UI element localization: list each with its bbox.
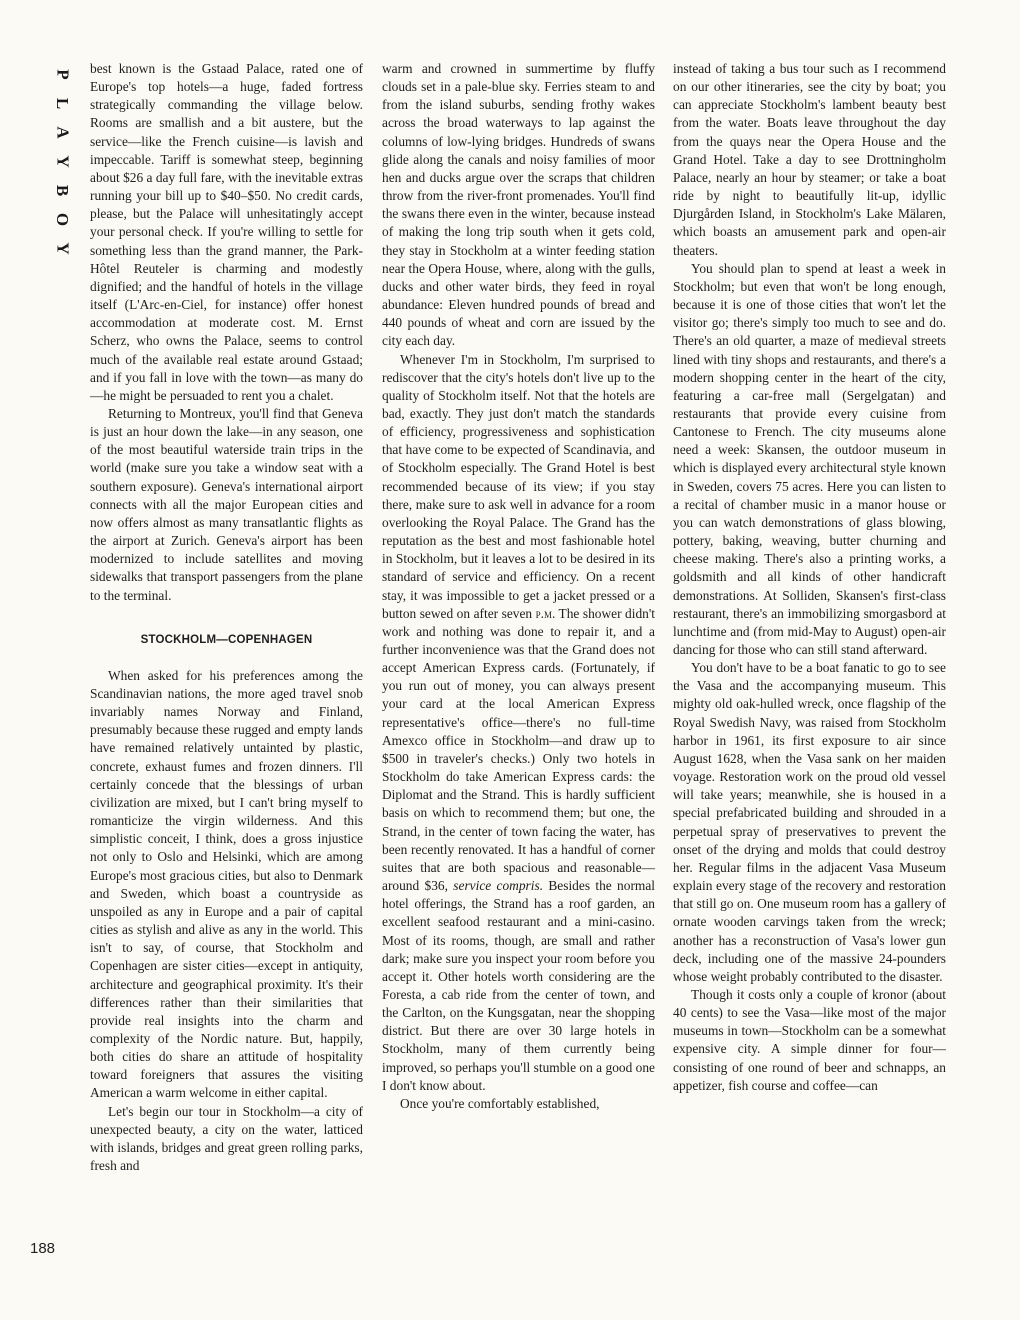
masthead-letter: Y: [53, 155, 73, 168]
text-run: Besides the normal hotel offerings, the Strand has a roof garden, an excellent seafood restaurant and a mini-casino. Most of its rooms, though, are small and rather dark; make sure you inspect your room before you accept it. Other hotels worth considering are the Foresta, a cab ride from the center of town, and the Carlton, on the Kungsgatan, near the shopping district. But there are over 30 large hotels in Stockholm, many of them currently being improved, so perhaps you'll stumble on a good one I don't know about.: [382, 878, 655, 1093]
masthead-letter: O: [53, 212, 73, 227]
paragraph: When asked for his preferences among the Scandinavian nations, the more aged travel snob invariably names Norway and Finland, presumably because these rugged and empty lands have remained relatively untainted by plastic, concrete, exhaust fumes and frozen dinners. I'll certainly concede that the blessings of urban civilization are mixed, but I can't bring myself to romanticize the virgin wilderness. And this simplistic conceit, I think, does a gross injustice not only to Oslo and Helsinki, which are among Europe's most gracious cities, but also to Denmark and Sweden, which boast a countryside as unspoiled as any in Europe and a pair of capital cities as stylish and alive as any in the world. This isn't to say, of course, that Stockholm and Copenhagen are sister cities—except in antiquity, architecture and geographical proximity. It's their differences rather than their similarities that provide real insights into the charm and complexity of the Nordic nature. But, happily, both cities do share an attitude of hospitality toward foreigners that assures the visiting American a warm welcome in either capital.: [90, 667, 363, 1101]
text-run: The shower didn't work and nothing was done to repair it, and a further inconvenience was that the Grand does not accept American Express cards. (Fortunately, if you run out of money, you can always present your card at the local American Express representative's office—there's no full-time Amexco office in Stockholm—and draw up to $500 in traveler's checks.) Only two hotels in Stockholm do take American Express cards: the Diplomat and the Strand. This is hardly sufficient basis on which to recommend them; but one, the Strand, in the center of town facing the water, has been recently renovated. It has a handful of corner suites that are both spacious and reasonable—around $36,: [382, 605, 655, 894]
time-abbreviation: p.m.: [535, 605, 556, 621]
text-column-3: [673, 60, 946, 1095]
paragraph: Though it costs only a couple of kronor (about 40 cents) to see the Vasa—like most of the major museums in town—Stockholm can be a somewhat expensive city. A simple dinner for four—consisting of one round of beer and schnapps, an appetizer, fish course and coffee—can: [673, 986, 946, 1093]
masthead-letter: Y: [53, 242, 73, 255]
page-number: 188: [30, 1240, 56, 1257]
text-column-2: [382, 60, 655, 1113]
masthead-playboy: [52, 60, 74, 263]
paragraph: warm and crowned in summertime by fluffy clouds set in a pale-blue sky. Ferries steam to and from the island suburbs, sending frothy wakes across the broad waterways to lap against the columns of low-lying bridges. Hundreds of swans glide along the canals and noisy families of moor hen and ducks argue over the scraps that children throw from the river-front promenades. You'll find the swans there even in the winter, because instead of making the long trip south when it gets cold, they stay in Stockholm at a winter feeding station near the Opera House, where, along with the gulls, ducks and other water birds, they feed in royal abundance: Eleven hundred pounds of bread and 440 pounds of wheat and corn are issued by the city each day.: [382, 61, 655, 349]
masthead-letter: P: [53, 69, 73, 80]
paragraph: Once you're comfortably established,: [400, 1095, 600, 1111]
paragraph: You don't have to be a boat fanatic to go to see the Vasa and the accompanying museum. This mighty old oak-hulled wreck, once flagship of the Royal Swedish Navy, was raised from Stockholm harbor in 1961, its first exposure to air since August 1628, when the Vasa sank on her maiden voyage. Restoration work on the proud old vessel will take years; meanwhile, she is housed in a special prefabricated building and shrouded in a perpetual spray of preservatives to prevent the onset of the drying and molds that could destroy her. Regular films in the adjacent Vasa Museum explain every stage of the recovery and restoration that still go on. One museum room has a gallery of ornate wooden carvings taken from the wreck; another has a reconstruction of Vasa's lower gun deck, including one of the massive 24-pounders whose weight probably contributed to the disaster.: [673, 660, 946, 984]
text-column-1: [90, 60, 363, 1175]
text-run: Whenever I'm in Stockholm, I'm surprised to rediscover that the city's hotels don't live up to the quality of Stockholm itself. Not that the hotels are bad, exactly. They just don't match the standards of efficiency, progressiveness and sophistication that have come to be expected of Scandinavia, and of Stockholm especially. The Grand Hotel is best recommended because of its view; if you stay there, make sure to ask well in advance for a room overlooking the Royal Palace. The Grand has the reputation as the best and most fashionable hotel in Stockholm, but it leaves a lot to be desired in its standard of service and efficiency. On a recent stay, it was impossible to get a jacket pressed or a button sewed on after seven: [382, 351, 655, 621]
masthead-letter: L: [53, 97, 73, 110]
paragraph: Let's begin our tour in Stockholm—a city of unexpected beauty, a city on the water, latticed with islands, bridges and great green rolling parks, fresh and: [90, 1103, 363, 1174]
paragraph: instead of taking a bus tour such as I recommend on our other itineraries, see the city by boat; you can appreciate Stockholm's lambent beauty best from the water. Boats leave throughout the day from the quays near the Opera House and the Grand Hotel. Take a day to see Drottningholm Palace, nearly an hour by steamer; or take a boat ride by night to beautifully lit-up, idyllic Djurgården Island, in Stockholm's Lake Mälaren, which boasts an amusement park and open-air theaters.: [673, 61, 946, 258]
paragraph: You should plan to spend at least a week in Stockholm; but even that won't be long enough, because it is one of those cities that won't let the visitor go; there's simply too much to see and do. There's an old quarter, a maze of medieval streets lined with tiny shops and restaurants, and there's a modern shopping center in the heart of the city, featuring a car-free mall (Sergelgatan) and restaurants that provide every cuisine from Cantonese to French. The city museums alone need a week: Skansen, the outdoor museum in which is displayed every architectural style known in Sweden, covers 75 acres. Here you can listen to a recital of chamber music in a manor house or you can watch demonstrations of glass blowing, pottery, baking, weaving, butter churning and cheese making. There's also a printing works, a goldsmith and all kinds of other handicraft demonstrations. At Solliden, Skansen's first-class restaurant, there's an immobilizing smorgasbord at lunchtime and (from mid-May to August) open-air dancing for those who can still stand afterward.: [673, 260, 946, 657]
masthead-letter: A: [53, 126, 73, 139]
masthead-letter: B: [53, 184, 73, 197]
section-heading: STOCKHOLM—COPENHAGEN: [140, 633, 313, 646]
italic-phrase: service compris.: [453, 878, 544, 894]
paragraph: Returning to Montreux, you'll find that Geneva is just an hour down the lake—in any season, one of the most beautiful waterside train trips in the world (make sure you take a window seat with a southern exposure). Geneva's international airport connects with all the major European cities and now offers almost as many transatlantic flights as the airport at Zurich. Geneva's airport has been modernized to include satellites and moving sidewalks that transport passengers from the plane to the terminal.: [90, 405, 363, 603]
paragraph: [382, 351, 655, 1095]
paragraph: best known is the Gstaad Palace, rated one of Europe's top hotels—a huge, faded fortress strategically commanding the village below. Rooms are smallish and a bit austere, but the service—like the French cuisine—is lavish and impeccable. Tariff is somewhat steep, beginning about $26 a day full fare, with the inevitable extras running your bill up to $40–$50. No credit cards, please, but the Palace will unhesitatingly accept your personal check. If you're willing to settle for something less than the grand manner, the Park-Hôtel Reuteler is charming and modestly dignified; and the handful of hotels in the village itself (L'Arc-en-Ciel, for instance) offer honest accommodation at moderate cost. M. Ernst Scherz, who owns the Palace, seems to control much of the available real estate around Gstaad; and if you fall in love with the town—as many do—he might be persuaded to rent you a chalet.: [90, 61, 363, 403]
